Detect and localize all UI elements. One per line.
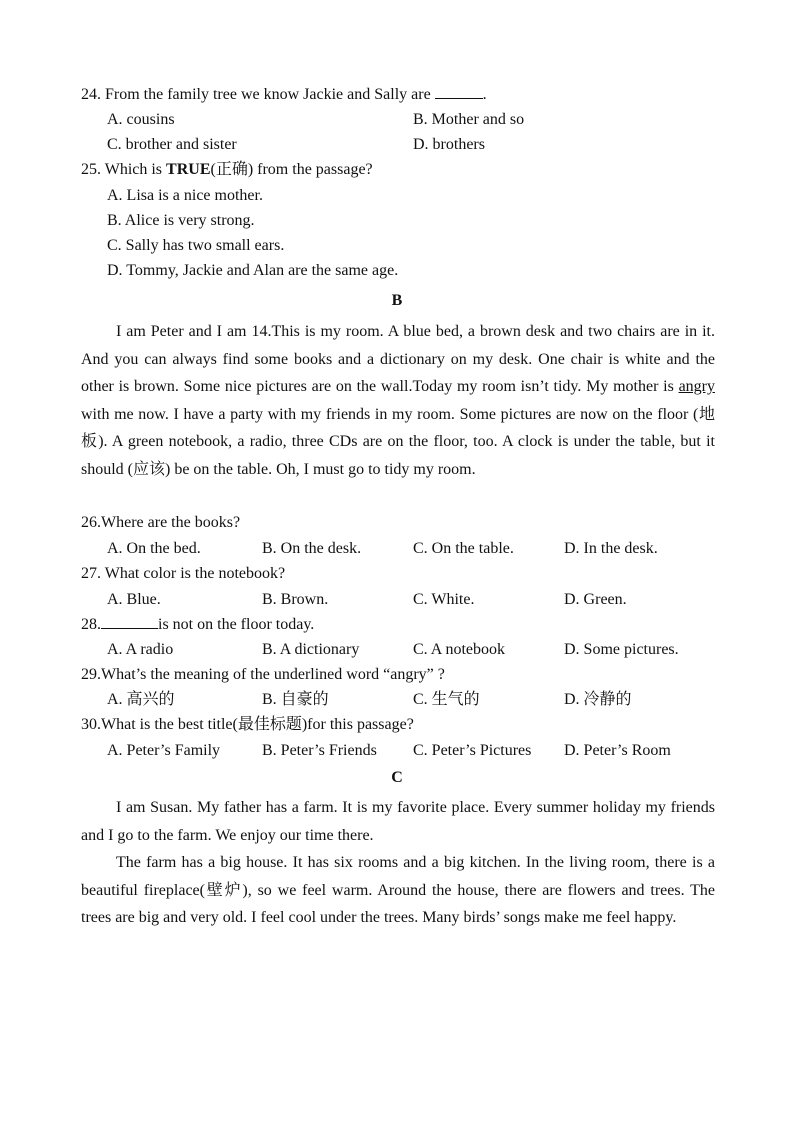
q28-option-a: A. A radio xyxy=(107,641,174,658)
passage-c-paragraph-2: The farm has a big house. It has six rooms and a big kitchen. In the living room, there is a beautiful fireplace(壁炉), so we feel warm. Around the house, there are flowers and trees. The trees are big and very old. I feel cool under the trees. Many birds’ songs make me feel happy. xyxy=(81,854,715,926)
q29-option-c: C. 生气的 xyxy=(413,691,480,708)
q25-option-d: D. Tommy, Jackie and Alan are the same age. xyxy=(107,262,399,279)
q24-option-c: C. brother and sister xyxy=(107,136,237,153)
section-b-heading: B xyxy=(391,292,403,309)
q29-option-d: D. 冷静的 xyxy=(564,691,632,708)
passage-c-paragraph-1: I am Susan. My father has a farm. It is my favorite place. Every summer holiday my friends and I go to the farm. We enjoy our time there. xyxy=(81,799,715,844)
answer-blank xyxy=(101,614,158,629)
q28-option-c: C. A notebook xyxy=(413,641,506,658)
q27-option-d: D. Green. xyxy=(564,591,627,608)
question-29-stem: 29.What’s the meaning of the underlined word “angry” ? xyxy=(81,666,445,683)
q30-option-b: B. Peter’s Friends xyxy=(262,742,377,759)
question-30-stem: 30.What is the best title(最佳标题)for this passage? xyxy=(81,716,414,733)
q29-option-b: B. 自豪的 xyxy=(262,691,329,708)
underlined-word: angry xyxy=(678,378,715,395)
question-24-stem: 24. From the family tree we know Jackie and Sally are . xyxy=(81,86,487,103)
q24-option-a: A. cousins xyxy=(107,111,175,128)
answer-blank xyxy=(435,84,483,99)
q26-option-a: A. On the bed. xyxy=(107,540,201,557)
passage-b xyxy=(81,318,715,483)
question-26-stem: 26.Where are the books? xyxy=(81,514,241,531)
q30-option-c: C. Peter’s Pictures xyxy=(413,742,532,759)
q27-option-a: A. Blue. xyxy=(107,591,161,608)
q29-option-a: A. 高兴的 xyxy=(107,691,175,708)
q25-option-c: C. Sally has two small ears. xyxy=(107,237,285,254)
section-c-heading: C xyxy=(391,769,403,786)
q26-option-d: D. In the desk. xyxy=(564,540,658,557)
passage-b-paragraph: I am Peter and I am 14.This is my room. A blue bed, a brown desk and two chairs are in it. And you can always find some books and a dictionary on my desk. One chair is white and the other is brown. Some nice pictures are on the wall.Today my room isn’t tidy. My mother is angry with me now. I have a party with my friends in my room. Some pictures are now on the floor (地板). A green notebook, a radio, three CDs are on the floor, too. A clock is under the table, but it should (应该) be on the table. Oh, I must go to tidy my room. xyxy=(81,323,715,478)
q24-option-d: D. brothers xyxy=(413,136,485,153)
question-28-stem: 28. is not on the floor today. xyxy=(81,616,315,633)
q26-option-c: C. On the table. xyxy=(413,540,514,557)
q30-option-a: A. Peter’s Family xyxy=(107,742,221,759)
question-27-stem: 27. What color is the notebook? xyxy=(81,565,286,582)
q26-option-b: B. On the desk. xyxy=(262,540,362,557)
q25-option-b: B. Alice is very strong. xyxy=(107,212,255,229)
q28-option-d: D. Some pictures. xyxy=(564,641,679,658)
q25-option-a: A. Lisa is a nice mother. xyxy=(107,187,263,204)
q28-option-b: B. A dictionary xyxy=(262,641,360,658)
q30-option-d: D. Peter’s Room xyxy=(564,742,671,759)
q27-option-c: C. White. xyxy=(413,591,475,608)
q27-option-b: B. Brown. xyxy=(262,591,329,608)
passage-c xyxy=(81,794,715,932)
question-25-stem: 25. Which is TRUE(正确) from the passage? xyxy=(81,161,373,178)
q24-option-b: B. Mother and so xyxy=(413,111,525,128)
